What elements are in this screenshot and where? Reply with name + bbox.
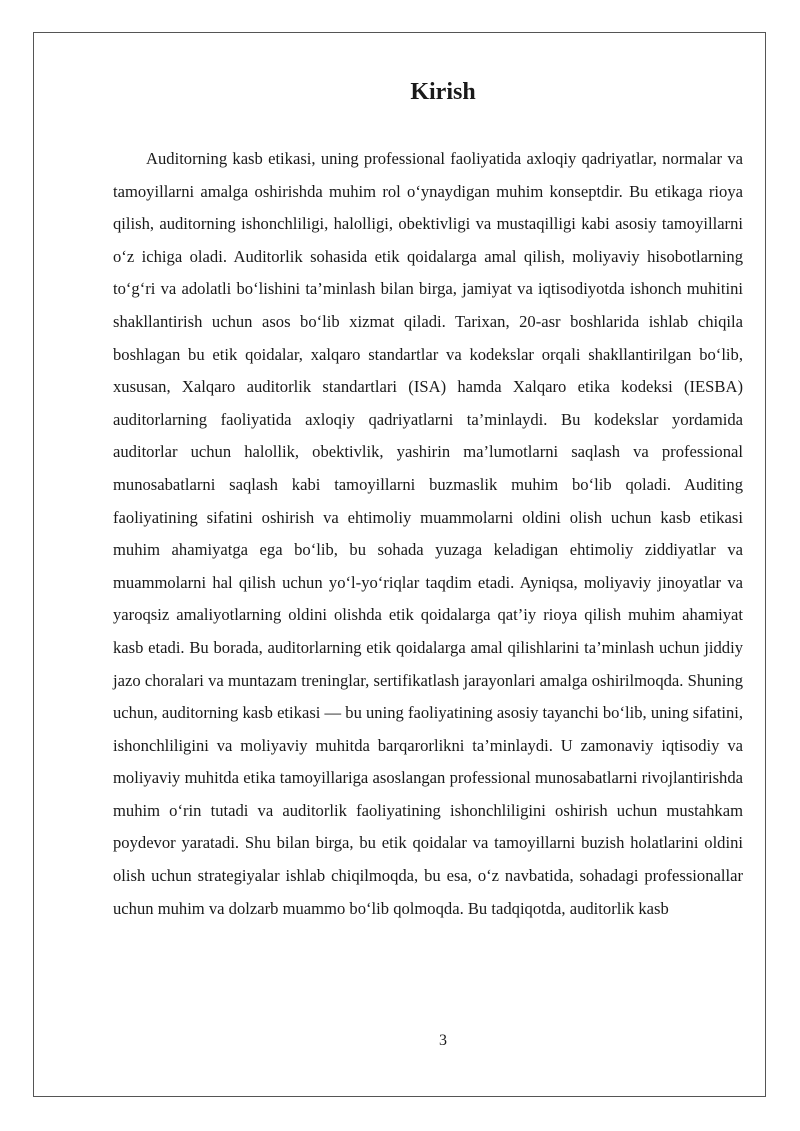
page-number: 3: [439, 1032, 447, 1049]
page-title: Kirish: [410, 79, 476, 105]
body-paragraph: Auditorning kasb etikasi, uning professional faoliyatida axloqiy qadriyatlar, normalar va tamoyillarni amalga oshirishda muhim rol o‘ynaydigan muhim konseptdir. Bu etikaga rioya qilish, auditorning ishonchliligi, halolligi, obektivligi va mustaqilligi kabi asosiy tamoyillarni o‘z ichiga oladi. Auditorlik sohasida etik qoidalarga amal qilish, moliyaviy hisobotlarning to‘g‘ri va adolatli bo‘lishini ta’minlash bilan birga, jamiyat va iqtisodiyotda ishonch muhitini shakllantirish uchun asos bo‘lib xizmat qiladi. Tarixan, 20-asr boshlarida ishlab chiqila boshlagan bu etik qoidalar, xalqaro standartlar va kodekslar orqali shakllantirilgan bo‘lib, xususan, Xalqaro auditorlik standartlari (ISA) hamda Xalqaro etika kodeksi (IESBA) auditorlarning faoliyatida axloqiy qadriyatlarni ta’minlaydi. Bu kodekslar yordamida auditorlar uchun halollik, obektivlik, yashirin ma’lumotlarni saqlash va professional munosabatlarni saqlash kabi tamoyillarni buzmaslik muhim bo‘lib qoladi. Auditing faoliyatining sifatini oshirish va ehtimoliy muammolarni oldini olish uchun kasb etikasi muhim ahamiyatga ega bo‘lib, bu sohada yuzaga keladigan ehtimoliy ziddiyatlar va muammolarni hal qilish uchun yo‘l-yo‘riqlar taqdim etadi. Ayniqsa, moliyaviy jinoyatlar va yaroqsiz amaliyotlarning oldini olishda etik qoidalarga qat’iy rioya qilish muhim ahamiyat kasb etadi. Bu borada, auditorlarning etik qoidalarga amal qilishlarini ta’minlash uchun jiddiy jazo choralari va muntazam treninglar, sertifikatlash jarayonlari amalga oshirilmoqda. Shuning uchun, auditorning kasb etikasi — bu uning faoliyatining asosiy tayanchi bo‘lib, uning sifatini, ishonchliligini va moliyaviy muhitda barqarorlikni ta’minlaydi. U zamonaviy iqtisodiy va moliyaviy muhitda etika tamoyillariga asoslangan professional munosabatlarni rivojlantirishda muhim o‘rin tutadi va auditorlik faoliyatining ishonchliligini oshirish uchun mustahkam poydevor yaratadi. Shu bilan birga, bu etik qoidalar va tamoyillarni buzish holatlarini oldini olish uchun strategiyalar ishlab chiqilmoqda, bu esa, o‘z navbatida, sohadagi professionallar uchun muhim va dolzarb muammo bo‘lib qolmoqda. Bu tadqiqotda, auditorlik kasb: [113, 149, 744, 918]
